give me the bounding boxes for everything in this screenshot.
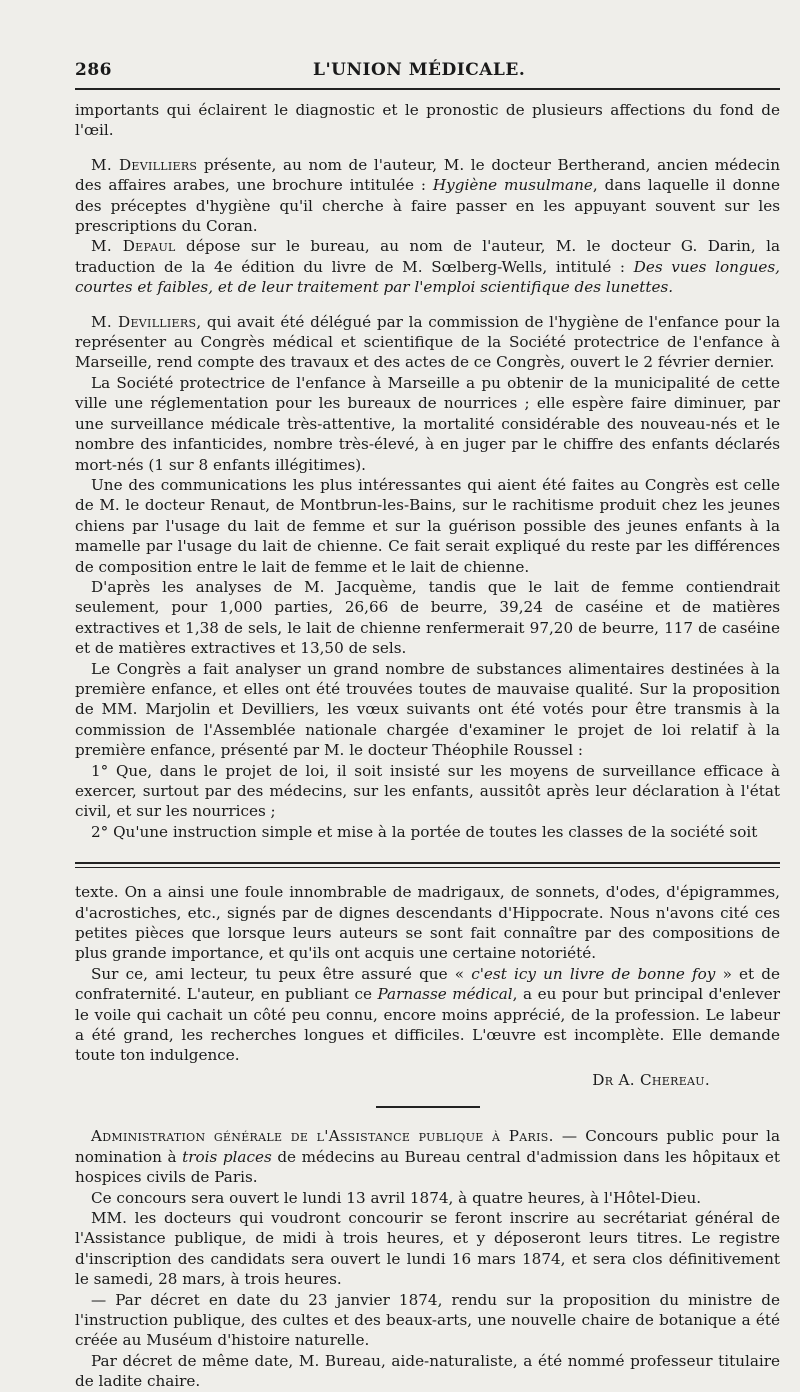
paragraph: M. Depaul dépose sur le bureau, au nom de l'auteur, M. le docteur G. Darin, la traduction de la 4e édition du livre de M. Sœlberg-Wells, intitulé : Des vues longues, courtes et faibles, et de leur traitement par l'emploi scientifique des lunettes. xyxy=(75,237,780,297)
paragraph: Sur ce, ami lecteur, tu peux être assuré que « c'est icy un livre de bonne foy » et de confraternité. L'auteur, en publiant ce Parnasse médical, a eu pour but principal d'enlever le voile qui cachait un côté peu connu, encore moins apprécié, de la profession. Le labeur a été grand, les recherches longues et difficiles. L'œuvre est incomplète. Elle demande toute ton indulgence. xyxy=(75,964,781,1065)
paragraph: — Par décret en date du 23 janvier 1874, rendu sur la proposition du ministre de l'instruction publique, des cultes et des beaux-arts, une nouvelle chaire de botanique a été créée au Muséum d'histoire naturelle. xyxy=(75,1290,780,1350)
paragraph: 2° Qu'une instruction simple et mise à la portée de toutes les classes de la société soit xyxy=(91,822,758,841)
author-signature: Dr A. Chereau. xyxy=(592,1070,710,1089)
paragraph: M. Devilliers présente, au nom de l'auteur, M. le docteur Bertherand, ancien médecin des affaires arabes, une brochure intitulée : Hygiène musulmane, dans laquelle il donne des préceptes d'hygiène qu'il cherche à faire passer en les appuyant souvent sur les prescriptions du Coran. xyxy=(75,155,780,236)
header-rule xyxy=(75,88,780,90)
paragraph: D'après les analyses de M. Jacquème, tandis que le lait de femme contiendrait seulement, pour 1,000 parties, 26,66 de beurre, 39,24 de caséine et de matières extractives et 1,38 de sels, le lait de chienne renfermerait 97,20 de beurre, 117 de caséine et de matières extractives et 13,50 de sels. xyxy=(75,577,780,658)
book-title: Parnasse médical xyxy=(377,985,513,1004)
journal-title: L'UNION MÉDICALE. xyxy=(313,60,526,80)
book-title: Des vues longues, courtes et faibles, et de leur traitement par l'emploi scientifique des lunettes. xyxy=(75,257,780,297)
paragraph: Le Congrès a fait analyser un grand nombre de substances alimentaires destinées à la première enfance, et elles ont été trouvées toutes de mauvaise qualité. Sur la proposition de MM. Marjolin et Devilliers, les vœux suivants ont été votés pour être transmis à la commission de l'Assemblée nationale chargée d'examiner le projet de loi relatif à la première enfance, présenté par M. le docteur Théophile Roussel : xyxy=(75,659,780,760)
page-number: 286 xyxy=(75,60,112,80)
paragraph: texte. On a ainsi une foule innombrable de madrigaux, de sonnets, d'odes, d'épigrammes, d'acrostiches, etc., signés par de dignes descendants d'Hippocrate. Nous n'avons cité ces petites pièces que lorsque leurs auteurs se sont fait connaître par des compositions de plus grande importance, et qu'ils ont acquis une certaine notoriété. xyxy=(75,883,780,963)
paragraph: 1° Que, dans le projet de loi, il soit insisté sur les moyens de surveillance efficace à exercer, surtout par des médecins, sur les enfants, aussitôt après leur déclaration à l'état civil, et sur les nourrices ; xyxy=(75,761,780,821)
running-head xyxy=(75,52,780,86)
paragraph: Administration générale de l'Assistance publique à Paris. — Concours public pour la nomination à trois places de médecins au Bureau central d'admission dans les hôpitaux et hospices civils de Paris. xyxy=(75,1127,780,1187)
quotation: c'est icy un livre de bonne foy xyxy=(471,964,716,983)
speaker-name: M. Devilliers xyxy=(91,312,197,331)
section-rule xyxy=(376,1106,480,1108)
speaker-name: M. Devilliers xyxy=(91,155,198,174)
paragraph: M. Devilliers, qui avait été délégué par la commission de l'hygiène de l'enfance pour la représenter au Congrès médical et scientifique de la Société protectrice de l'enfance à Marseille, rend compte des travaux et des actes de ce Congrès, ouvert le 2 février dernier. xyxy=(75,312,781,372)
paragraph: Ce concours sera ouvert le lundi 13 avril 1874, à quatre heures, à l'Hôtel-Dieu. xyxy=(91,1188,702,1207)
paragraph: importants qui éclairent le diagnostic et le pronostic de plusieurs affections du fond de l'œil. xyxy=(75,101,780,140)
paragraph: MM. les docteurs qui voudront concourir se feront inscrire au secrétariat général de l'Assistance publique, de midi à trois heures, et y déposeront leurs titres. Le registre d'inscription des candidats sera ouvert le lundi 16 mars 1874, et sera clos définitivement le samedi, 28 mars, à trois heures. xyxy=(75,1208,780,1289)
paragraph: Une des communications les plus intéressantes qui aient été faites au Congrès est celle de M. le docteur Renaut, de Montbrun-les-Bains, sur le rachitisme produit chez les jeunes chiens par l'usage du lait de femme et sur la guérison possible des jeunes enfants à la mamelle par l'usage du lait de chienne. Ce fait serait expliqué du reste par les différences de composition entre le lait de femme et le lait de chienne. xyxy=(75,475,780,576)
notices xyxy=(75,1126,780,1391)
feuilleton xyxy=(75,882,780,1090)
paragraph: La Société protectrice de l'enfance à Marseille a pu obtenir de la municipalité de cette ville une réglementation pour les bureaux de nourrices ; elle espère faire diminuer, par une surveillance médicale très-attentive, la mortalité considérable des nouveau-nés et le nombre des infanticides, nombre très-élevé, à en juger par le chiffre des enfants déclarés mort-nés (1 sur 8 enfants illégitimes). xyxy=(75,373,780,474)
speaker-name: M. Depaul xyxy=(91,237,176,256)
main-article xyxy=(75,100,780,842)
spacer xyxy=(75,141,780,155)
book-title: Hygiène musulmane xyxy=(432,176,593,195)
notice-heading: Administration générale de l'Assistance publique à Paris. xyxy=(91,1127,554,1146)
feuilleton-separator xyxy=(75,862,780,868)
paragraph: Par décret de même date, M. Bureau, aide-naturaliste, a été nommé professeur titulaire de ladite chaire. xyxy=(75,1351,780,1391)
spacer xyxy=(75,298,780,312)
